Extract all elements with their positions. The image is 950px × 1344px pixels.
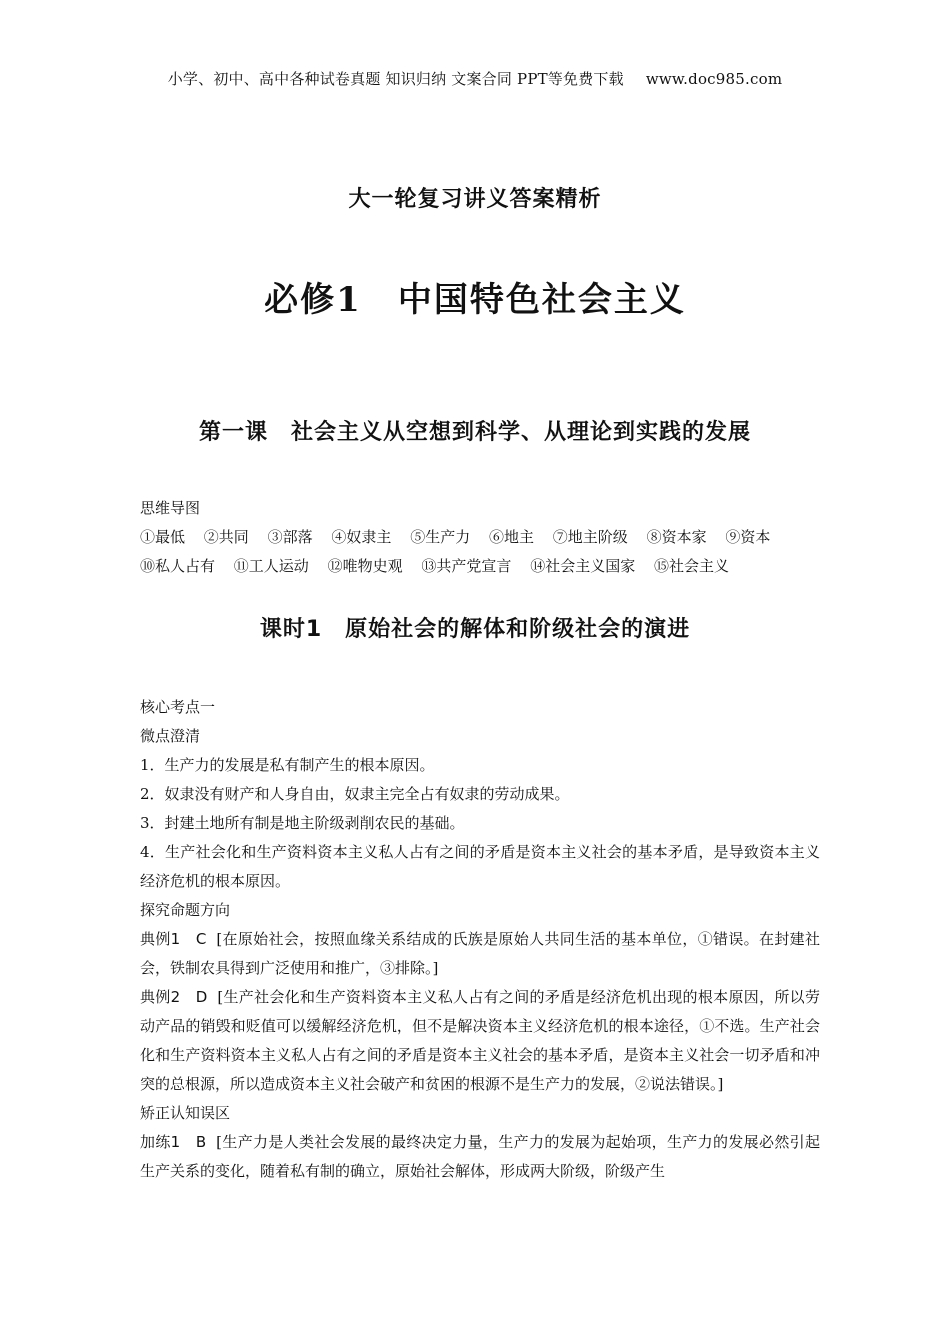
plus-1-label: 加练1 B (140, 1133, 207, 1151)
mindmap-row-1 (140, 523, 820, 552)
correct-label: 矫正认知误区 (140, 1104, 231, 1122)
example-1-text: [在原始社会，按照血缘关系结成的氏族是原始人共同生活的基本单位，①错误。在封建社会，铁制农具得到广泛使用和推广，③排除。] (140, 930, 820, 977)
explore-label: 探究命题方向 (140, 901, 231, 919)
mindmap-item: ⑨资本 (725, 528, 771, 546)
book-title: 必修1 中国特色社会主义 (264, 280, 686, 320)
plus-1-text: [生产力是人类社会发展的最终决定力量，生产力的发展为起始项，生产力的发展必然引起生产关系的变化，随着私有制的确立，原始社会解体，形成两大阶级，阶级产生 (140, 1133, 820, 1180)
core-label: 核心考点一 (140, 698, 216, 716)
mindmap-item: ⑪工人运动 (233, 557, 309, 575)
mindmap-item: ⑫唯物史观 (327, 557, 403, 575)
mindmap-item: ⑦地主阶级 (552, 528, 628, 546)
mindmap-section (140, 494, 820, 581)
micro-item-1: 1．生产力的发展是私有制产生的根本原因。 (140, 756, 435, 774)
header-site: www.doc985.com (645, 70, 783, 88)
doc-title: 大一轮复习讲义答案精析 (348, 187, 602, 212)
example-2-label: 典例2 D (140, 988, 208, 1006)
micro-item-2: 2．奴隶没有财产和人身自由，奴隶主完全占有奴隶的劳动成果。 (140, 785, 570, 803)
mindmap-item: ⑧资本家 (646, 528, 707, 546)
header-text: 小学、初中、高中各种试卷真题 知识归纳 文案合同 PPT等免费下载 (167, 70, 624, 88)
page-header (0, 68, 950, 89)
mindmap-row-2 (140, 552, 820, 581)
plus-1 (140, 1128, 820, 1186)
example-2 (140, 983, 820, 1099)
mindmap-label: 思维导图 (140, 499, 201, 517)
micro-item-4: 4．生产社会化和生产资料资本主义私人占有之间的矛盾是资本主义社会的基本矛盾，是导致资本主义经济危机的根本原因。 (140, 843, 820, 890)
micro-item-3: 3．封建土地所有制是地主阶级剥削农民的基础。 (140, 814, 465, 832)
lesson-title: 第一课 社会主义从空想到科学、从理论到实践的发展 (198, 420, 751, 445)
micro-label: 微点澄清 (140, 727, 201, 745)
mindmap-item: ③部落 (267, 528, 313, 546)
mindmap-item: ②共同 (203, 528, 249, 546)
example-2-text: [生产社会化和生产资料资本主义私人占有之间的矛盾是经济危机出现的根本原因，所以劳动产品的销毁和贬值可以缓解经济危机，但不是解决资本主义经济危机的根本途径，①不选。生产社会化和生产资料资本主义私人占有之间的矛盾是资本主义社会的基本矛盾，是资本主义社会一切矛盾和冲突的总根源，所以造成资本主义社会破产和贫困的根源不是生产力的发展，②说法错误。] (140, 988, 820, 1093)
mindmap-item: ①最低 (140, 528, 186, 546)
mindmap-item: ⑩私人占有 (140, 557, 216, 575)
mindmap-item: ⑭社会主义国家 (530, 557, 636, 575)
mindmap-item: ④奴隶主 (331, 528, 392, 546)
mindmap-item: ⑬共产党宣言 (421, 557, 512, 575)
mindmap-item: ⑮社会主义 (653, 557, 729, 575)
mindmap-item: ⑤生产力 (410, 528, 471, 546)
period-title: 课时1 原始社会的解体和阶级社会的演进 (259, 617, 691, 642)
mindmap-item: ⑥地主 (488, 528, 534, 546)
example-1 (140, 925, 820, 983)
example-1-label: 典例1 C (140, 930, 207, 948)
core-section (140, 693, 820, 1186)
